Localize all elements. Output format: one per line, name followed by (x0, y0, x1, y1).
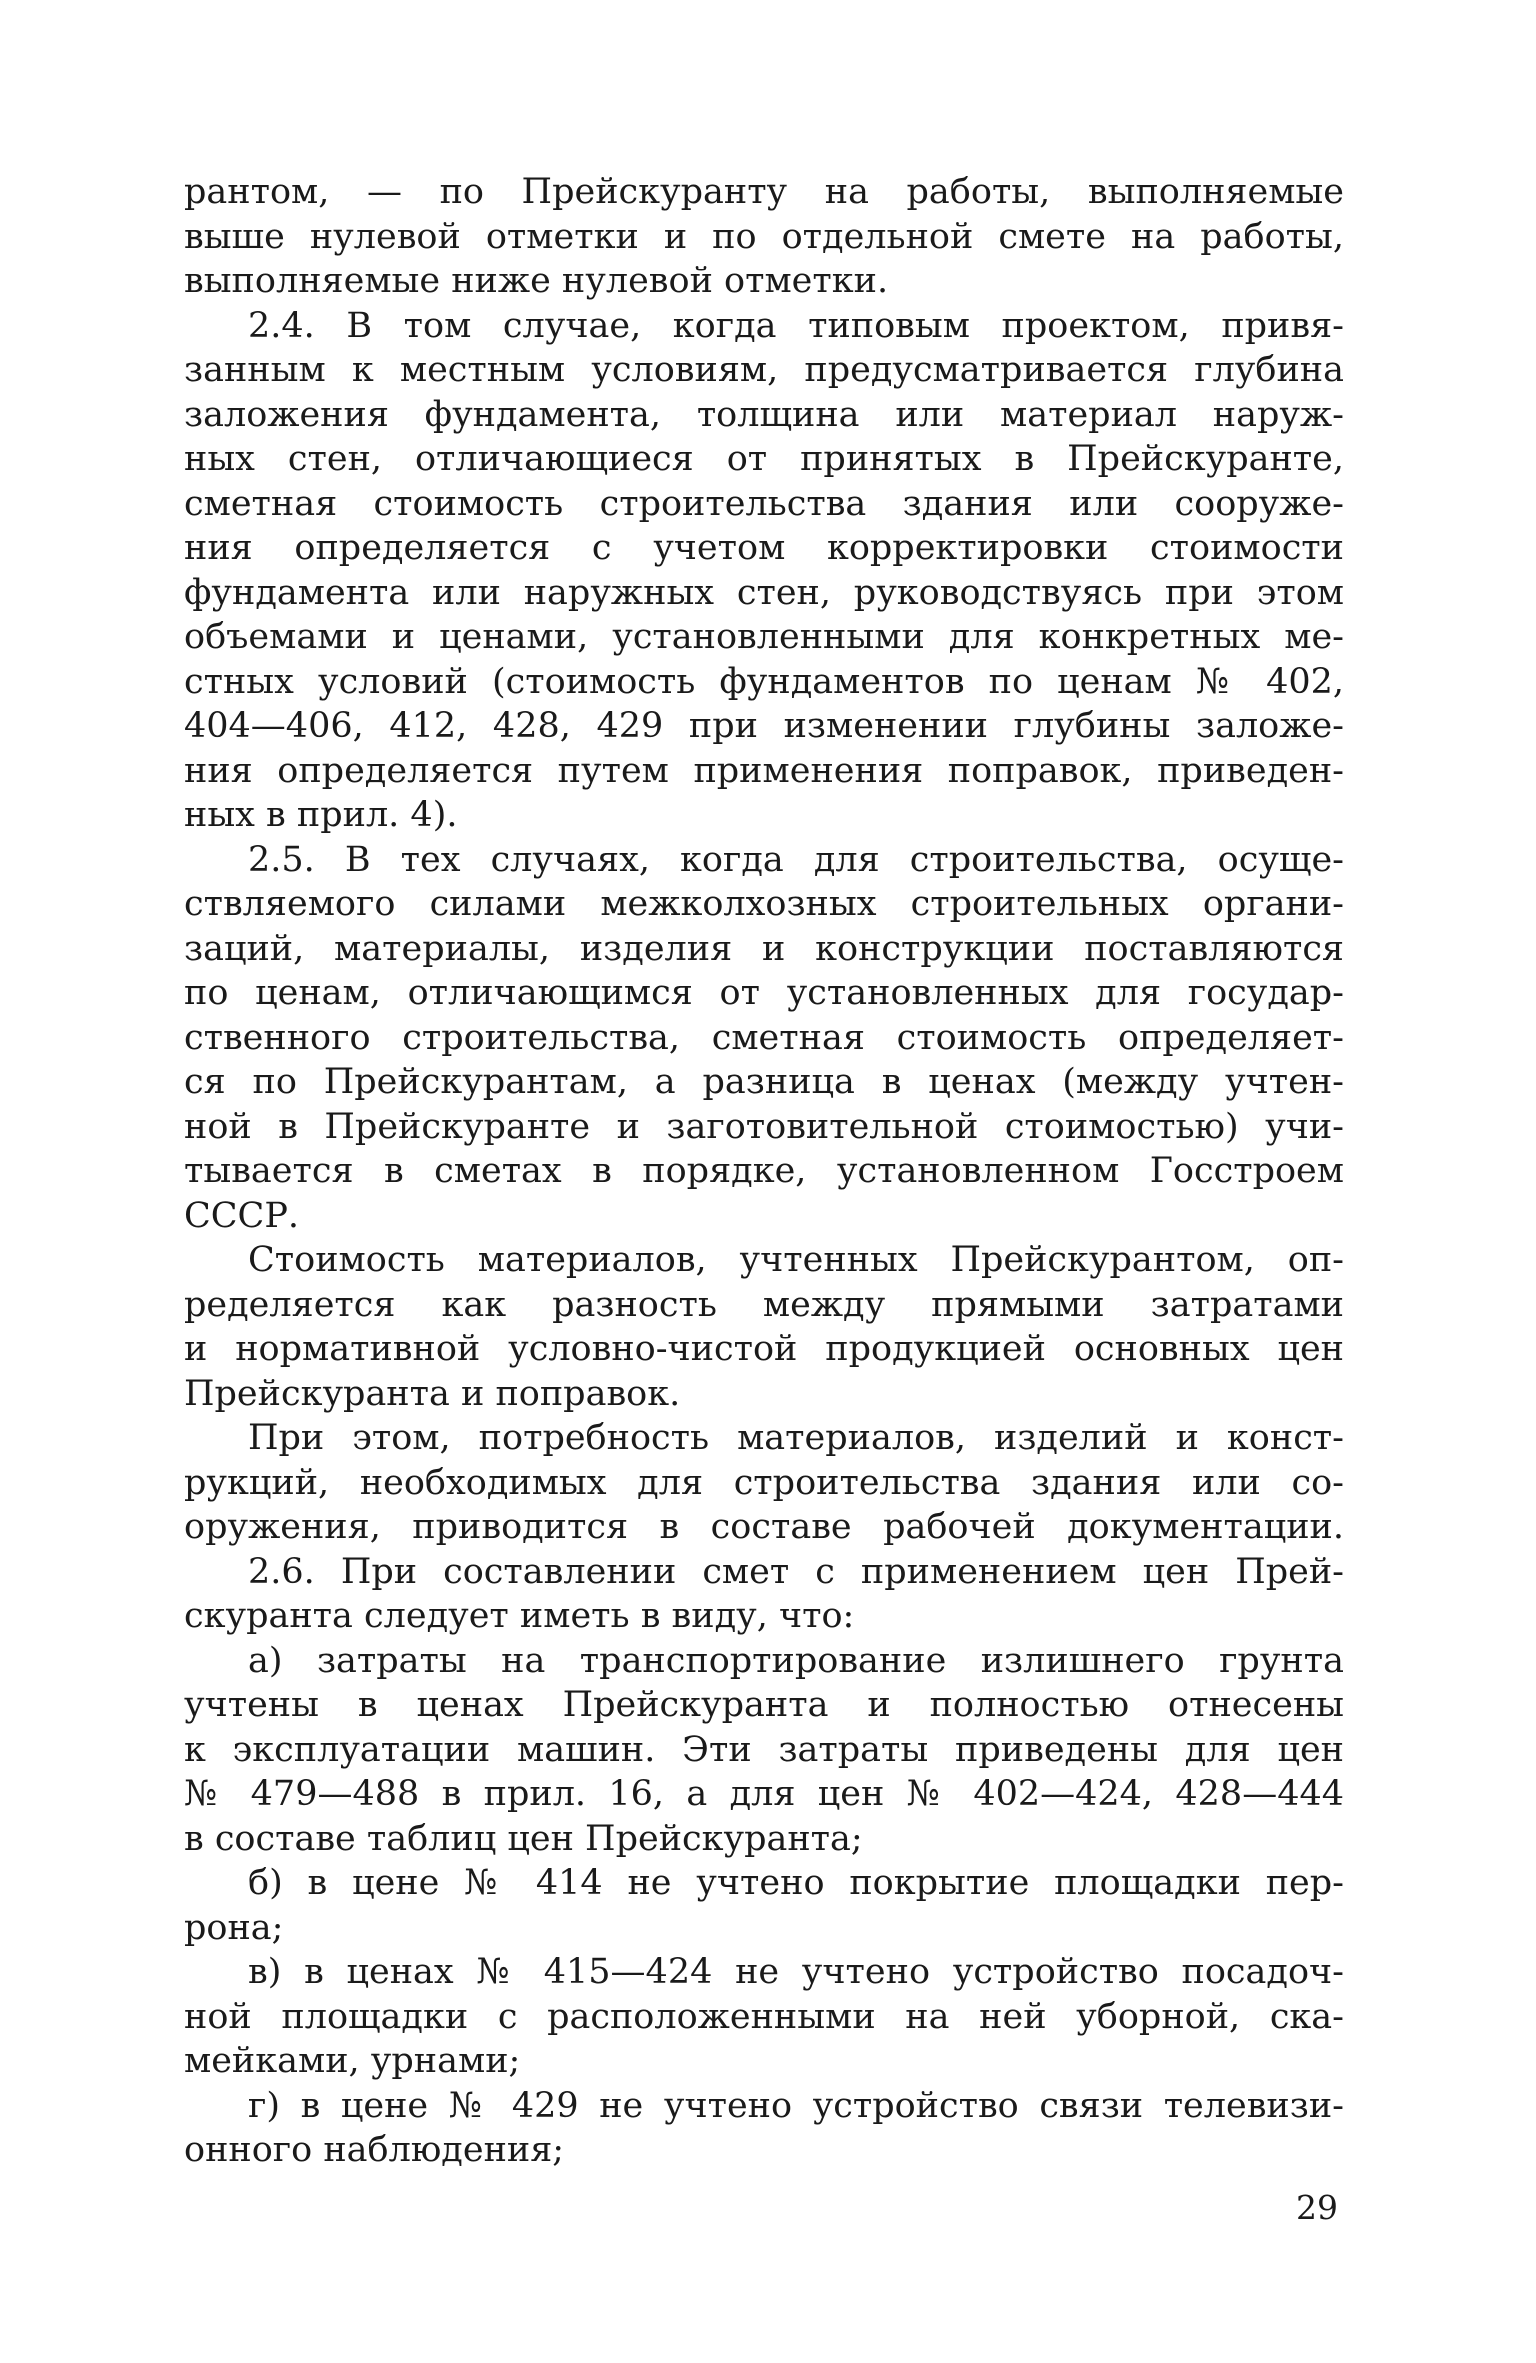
text-line: 2.6. При составлении смет с применением цен Прей- (248, 1551, 1344, 1592)
text-line: ной площадки с расположенными на ней уборной, ска- (184, 1996, 1344, 2037)
text-line: к эксплуатации машин. Эти затраты приведены для цен (184, 1729, 1344, 1770)
text-line: ся по Прейскурантам, а разница в ценах (между учтен- (184, 1062, 1344, 1102)
text-line: онного наблюдения; (184, 2130, 565, 2170)
text-line: ределяется как разность между прямыми затратами (184, 1284, 1344, 1325)
text-line: ствляемого силами межколхозных строительных органи- (184, 884, 1344, 924)
text-line: рукций, необходимых для строительства здания или со- (184, 1462, 1344, 1503)
text-line: рантом, — по Прейскуранту на работы, выполняемые (184, 172, 1344, 212)
text-line: учтены в ценах Прейскуранта и полностью отнесены (184, 1685, 1344, 1725)
text-line: заций, материалы, изделия и конструкции поставляются (184, 928, 1344, 969)
text-line: При этом, потребность материалов, изделий и конст- (248, 1418, 1344, 1458)
text-line: мейками, урнами; (184, 2041, 521, 2081)
text-line: ния определяется путем применения поправок, приведен- (184, 750, 1344, 791)
text-line: в составе таблиц цен Прейскуранта; (184, 1818, 863, 1859)
text-line: оружения, приводится в составе рабочей документации. (184, 1507, 1344, 1547)
text-line: по ценам, отличающимся от установленных для государ- (184, 973, 1344, 1013)
text-line: 2.5. В тех случаях, когда для строительства, осуще- (248, 839, 1344, 880)
text-line: рона; (184, 1907, 284, 1948)
text-line: скуранта следует иметь в виду, что: (184, 1596, 855, 1636)
page-number: 29 (1296, 2188, 1338, 2227)
text-line: ной в Прейскуранте и заготовительной стоимостью) учи- (184, 1106, 1344, 1147)
text-line: занным к местным условиям, предусматривается глубина (184, 350, 1344, 390)
text-line: а) затраты на транспортирование излишнего грунта (248, 1640, 1344, 1681)
text-line: № 479—488 в прил. 16, а для цен № 402—424, 428—444 (184, 1774, 1344, 1814)
text-line: Прейскуранта и поправок. (184, 1373, 681, 1414)
text-line: заложения фундамента, толщина или материал наруж- (184, 394, 1344, 435)
text-line: выше нулевой отметки и по отдельной смете на работы, (184, 216, 1344, 257)
document-body (184, 170, 1344, 2173)
text-line: г) в цене № 429 не учтено устройство связи телевизи- (248, 2085, 1344, 2126)
text-line: в) в ценах № 415—424 не учтено устройство посадоч- (248, 1952, 1344, 1992)
text-line: б) в цене № 414 не учтено покрытие площадки пер- (248, 1863, 1344, 1903)
text-line: ных в прил. 4). (184, 795, 458, 835)
text-line: ния определяется с учетом корректировки стоимости (184, 528, 1344, 568)
text-line: фундамента или наружных стен, руководствуясь при этом (184, 572, 1344, 613)
text-line: ных стен, отличающиеся от принятых в Прейскуранте, (184, 439, 1344, 479)
text-line: Стоимость материалов, учтенных Прейскурантом, оп- (248, 1240, 1344, 1280)
text-line: СССР. (184, 1195, 300, 1236)
text-line: 404—406, 412, 428, 429 при изменении глубины заложе- (184, 706, 1344, 746)
text-line: стных условий (стоимость фундаментов по ценам № 402, (184, 661, 1344, 702)
text-line: и нормативной условно-чистой продукцией основных цен (184, 1329, 1344, 1369)
text-line: выполняемые ниже нулевой отметки. (184, 261, 889, 301)
text-line: сметная стоимость строительства здания или сооруже- (184, 483, 1344, 524)
text-line: объемами и ценами, установленными для конкретных ме- (184, 617, 1344, 657)
text-line: тывается в сметах в порядке, установленном Госстроем (184, 1151, 1344, 1191)
text-line: ственного строительства, сметная стоимость определяет- (184, 1017, 1344, 1058)
text-line: 2.4. В том случае, когда типовым проектом, привя- (248, 305, 1344, 346)
